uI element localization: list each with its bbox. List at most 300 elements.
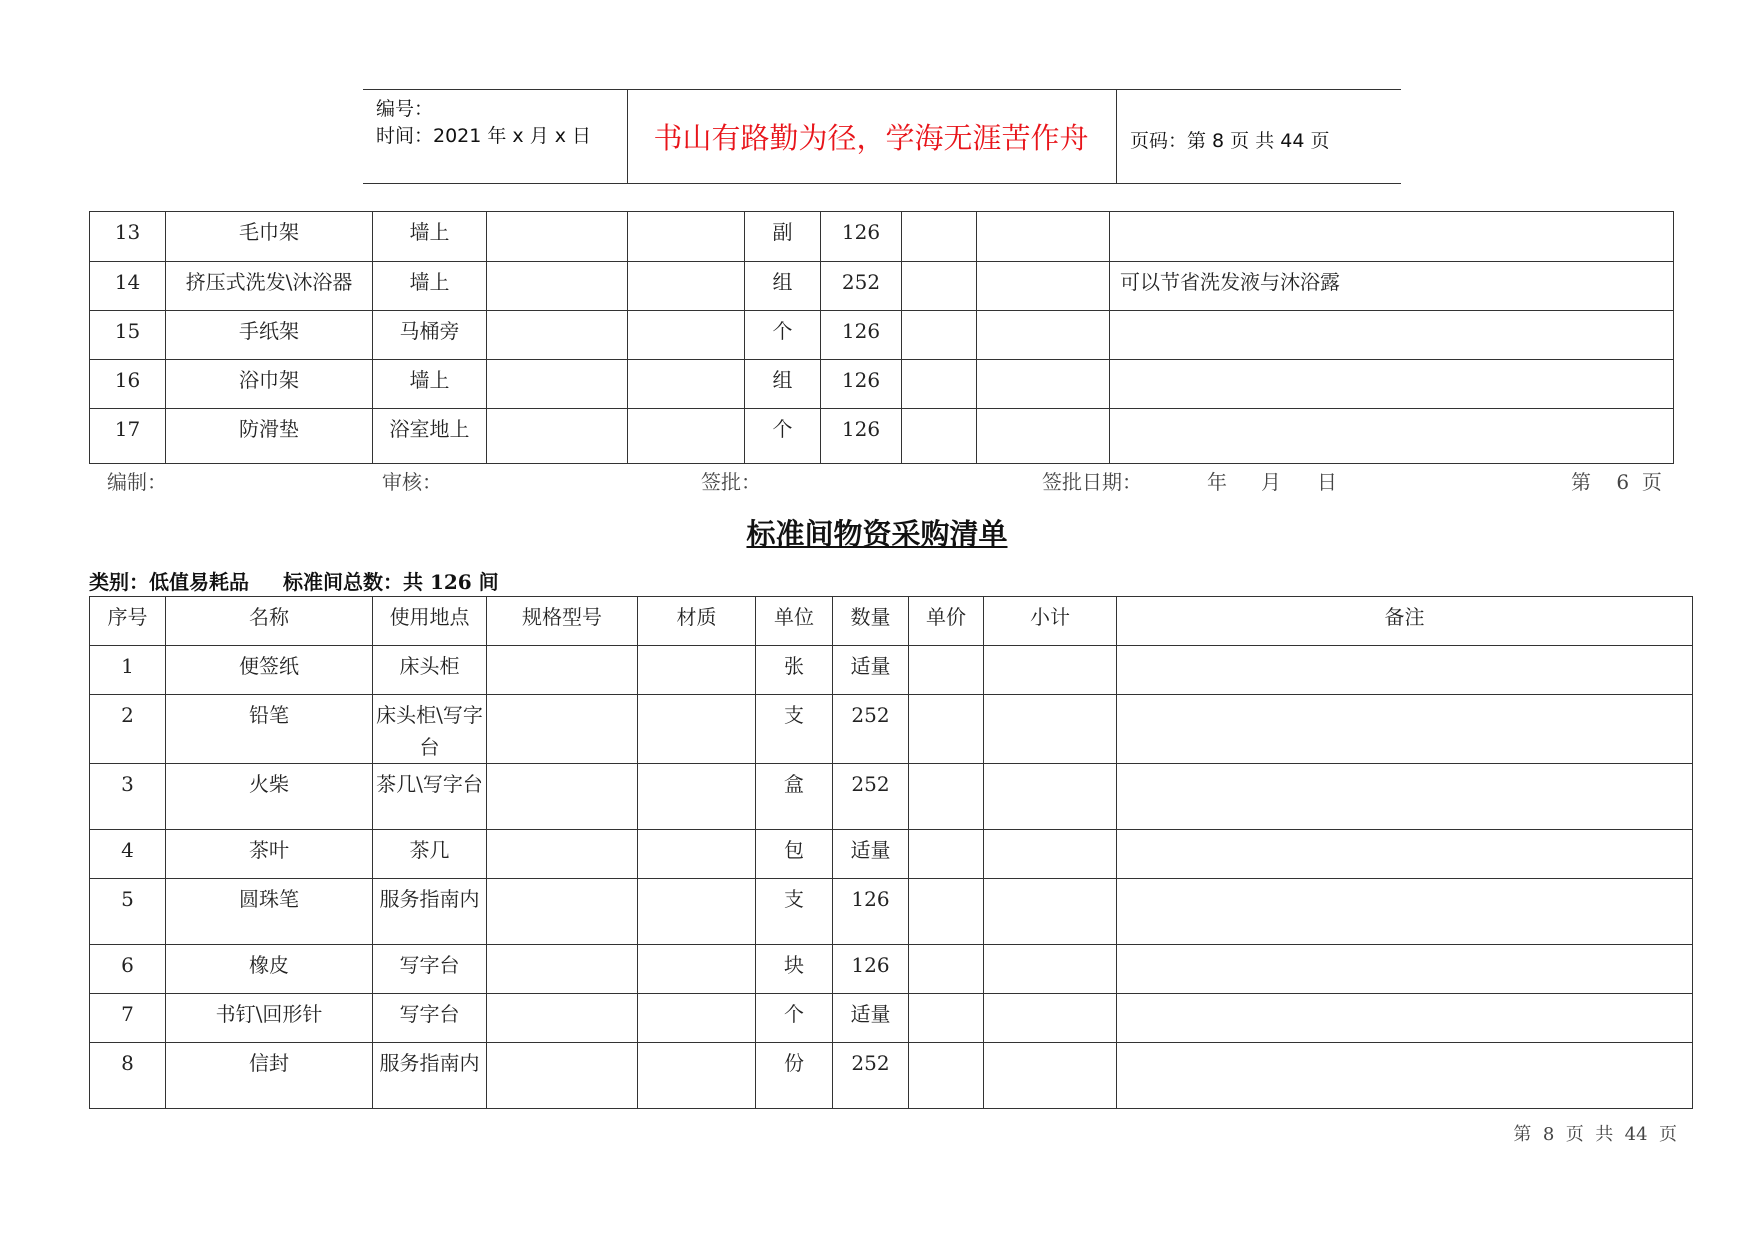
unit-price-cell <box>902 409 977 464</box>
row-number: 1 <box>121 654 134 678</box>
remarks-cell <box>1117 695 1693 764</box>
subtotal-cell <box>977 262 1110 311</box>
usage-location-cell <box>373 764 487 830</box>
remarks-cell <box>1110 212 1674 262</box>
column-header <box>833 597 909 646</box>
usage-location: 茶几 <box>409 838 450 862</box>
row-number: 8 <box>121 1051 134 1075</box>
spec-model <box>487 695 637 699</box>
column-header-label: 单位 <box>774 605 814 629</box>
row-number: 14 <box>114 270 141 294</box>
quantity: 126 <box>841 319 881 343</box>
table-row <box>90 695 1693 764</box>
usage-location: 服务指南内 <box>379 887 480 911</box>
unit: 盒 <box>784 772 804 796</box>
unit-cell <box>745 311 821 360</box>
remarks <box>1127 830 1692 834</box>
item-name-cell <box>166 830 373 879</box>
quantity-cell <box>821 360 902 409</box>
subtotal-cell <box>977 212 1110 262</box>
unit-price <box>909 994 983 998</box>
material-cell <box>628 409 745 464</box>
subtotal-cell <box>984 1043 1117 1109</box>
subtotal-cell <box>977 360 1110 409</box>
column-header <box>756 597 833 646</box>
row-number-cell <box>90 1043 166 1109</box>
column-header <box>487 597 638 646</box>
column-header-label: 材质 <box>676 605 717 629</box>
purchase-table-body <box>90 646 1693 1109</box>
table-row <box>90 262 1674 311</box>
quantity: 126 <box>851 887 890 911</box>
table-row <box>90 646 1693 695</box>
remarks <box>1127 1043 1692 1047</box>
item-name-cell <box>166 695 373 764</box>
material-cell <box>638 879 756 945</box>
row-number: 3 <box>121 772 134 796</box>
unit-price <box>909 1043 983 1047</box>
usage-location: 墙上 <box>409 220 450 244</box>
list-meta <box>89 566 533 595</box>
row-number: 16 <box>114 368 141 392</box>
quantity: 适量 <box>850 1002 891 1026</box>
subtotal <box>984 994 1116 998</box>
usage-location: 服务指南内 <box>379 1051 480 1075</box>
usage-location: 浴室地上 <box>389 417 470 441</box>
spec-model <box>487 879 637 883</box>
spec-model <box>487 764 637 768</box>
approval-date-label: 签批日期： <box>1042 470 1142 494</box>
subtotal-cell <box>984 695 1117 764</box>
subtotal <box>984 945 1116 949</box>
header-bottom-rule <box>363 183 1401 184</box>
spec-model-cell <box>487 945 638 994</box>
unit-price-cell <box>902 311 977 360</box>
usage-location: 马桶旁 <box>399 319 460 343</box>
column-header <box>638 597 756 646</box>
item-name-cell <box>166 764 373 830</box>
table-row <box>90 945 1693 994</box>
usage-location-cell <box>373 695 487 764</box>
item-name-cell <box>166 311 373 360</box>
column-header-label: 备注 <box>1384 605 1425 629</box>
remarks-cell <box>1117 945 1693 994</box>
material <box>638 764 755 768</box>
unit-price-cell <box>909 646 984 695</box>
quantity-cell <box>833 830 909 879</box>
unit-price-cell <box>909 994 984 1043</box>
row-number: 4 <box>121 838 134 862</box>
spec-model <box>487 646 637 650</box>
quantity-cell <box>833 945 909 994</box>
unit-price <box>909 695 983 699</box>
table-row <box>90 409 1674 464</box>
material <box>628 212 744 216</box>
spec-model-cell <box>487 695 638 764</box>
row-number-cell <box>90 879 166 945</box>
column-header-label: 小计 <box>1030 605 1070 629</box>
unit-price <box>909 830 983 834</box>
column-header-label: 名称 <box>249 605 289 629</box>
unit: 包 <box>784 838 804 862</box>
material <box>638 945 755 949</box>
spec-model <box>487 945 637 949</box>
spec-model <box>487 360 627 364</box>
row-number: 13 <box>114 220 141 244</box>
column-header <box>1117 597 1693 646</box>
subtotal-cell <box>984 646 1117 695</box>
row-number: 7 <box>121 1002 134 1026</box>
room-count-label: 标准间总数：共 126 间 <box>283 570 499 594</box>
unit: 张 <box>784 654 804 678</box>
material <box>638 695 755 699</box>
section-page-number: 第 6 页 <box>1571 470 1662 494</box>
quantity-cell <box>821 409 902 464</box>
unit-cell <box>745 409 821 464</box>
subtotal <box>984 830 1116 834</box>
quantity: 252 <box>851 772 890 796</box>
remarks <box>1127 994 1692 998</box>
row-number: 15 <box>114 319 141 343</box>
header-divider <box>1116 89 1117 183</box>
unit-price-cell <box>909 830 984 879</box>
unit-price-cell <box>909 695 984 764</box>
quantity-cell <box>833 1043 909 1109</box>
quantity: 126 <box>841 417 881 441</box>
row-number-cell <box>90 262 166 311</box>
subtotal-cell <box>984 764 1117 830</box>
unit-cell <box>756 945 833 994</box>
item-name-cell <box>166 879 373 945</box>
column-header <box>373 597 487 646</box>
item-name: 毛巾架 <box>239 220 299 244</box>
unit-price <box>909 879 983 883</box>
approved-by-label: 签批： <box>701 470 761 494</box>
quantity-cell <box>833 764 909 830</box>
table-row <box>90 879 1693 945</box>
subtotal-cell <box>984 879 1117 945</box>
spec-model <box>487 311 627 315</box>
usage-location: 床头柜\写字台 <box>376 703 483 759</box>
material-cell <box>628 212 745 262</box>
column-header <box>166 597 373 646</box>
remarks <box>1127 646 1692 650</box>
quantity: 252 <box>851 1051 890 1075</box>
unit-price-cell <box>909 764 984 830</box>
category-label: 类别：低值易耗品 <box>89 570 249 594</box>
unit-price <box>902 360 976 364</box>
item-name: 书钉\回形针 <box>215 1002 323 1026</box>
quantity-cell <box>833 646 909 695</box>
remarks-cell <box>1117 764 1693 830</box>
table-row <box>90 360 1674 409</box>
continued-table <box>89 211 1674 464</box>
row-number-cell <box>90 695 166 764</box>
remarks-cell <box>1117 879 1693 945</box>
spec-model <box>487 1043 637 1047</box>
reviewed-by-label: 审核： <box>382 470 442 494</box>
subtotal <box>977 360 1109 364</box>
item-name-cell <box>166 945 373 994</box>
row-number-cell <box>90 409 166 464</box>
column-header-label: 单价 <box>926 605 966 629</box>
subtotal <box>984 1043 1116 1047</box>
unit-price <box>909 646 983 650</box>
usage-location-cell <box>373 994 487 1043</box>
row-number-cell <box>90 646 166 695</box>
unit-price <box>902 311 976 315</box>
spec-model-cell <box>487 1043 638 1109</box>
remarks-cell <box>1110 311 1674 360</box>
row-number: 17 <box>114 417 141 441</box>
material-cell <box>638 945 756 994</box>
unit-price-cell <box>909 945 984 994</box>
column-header <box>909 597 984 646</box>
subtotal <box>977 212 1109 216</box>
unit-cell <box>756 1043 833 1109</box>
unit-price-cell <box>909 879 984 945</box>
usage-location-cell <box>373 646 487 695</box>
unit-price <box>909 945 983 949</box>
spec-model-cell <box>487 879 638 945</box>
remarks <box>1127 695 1692 699</box>
list-title: 标准间物资采购清单 <box>746 517 1008 551</box>
column-header <box>90 597 166 646</box>
material <box>638 994 755 998</box>
usage-location-cell <box>373 311 487 360</box>
usage-location-cell <box>373 360 487 409</box>
approval-month-label: 月 <box>1261 470 1281 494</box>
usage-location: 墙上 <box>409 270 450 294</box>
quantity: 126 <box>851 953 890 977</box>
material <box>638 1043 755 1047</box>
quantity-cell <box>821 311 902 360</box>
remarks-cell <box>1110 409 1674 464</box>
unit-cell <box>756 646 833 695</box>
remarks: 可以节省洗发液与沐浴露 <box>1120 270 1340 294</box>
column-header-label: 序号 <box>107 605 148 629</box>
unit: 个 <box>772 319 793 343</box>
material-cell <box>638 830 756 879</box>
continued-table-body <box>90 212 1674 464</box>
approval-day-label: 日 <box>1317 470 1337 494</box>
remarks <box>1120 360 1673 364</box>
usage-location: 床头柜 <box>399 654 460 678</box>
item-name: 浴巾架 <box>239 368 299 392</box>
unit-cell <box>745 360 821 409</box>
unit: 支 <box>784 887 804 911</box>
material <box>628 262 744 266</box>
unit-price-cell <box>902 360 977 409</box>
remarks-cell <box>1117 646 1693 695</box>
unit: 个 <box>772 417 793 441</box>
unit-price <box>902 409 976 413</box>
quantity: 252 <box>841 270 881 294</box>
remarks <box>1120 212 1673 216</box>
material-cell <box>638 646 756 695</box>
material <box>628 409 744 413</box>
unit-cell <box>756 764 833 830</box>
remarks-cell <box>1117 994 1693 1043</box>
table-row <box>90 764 1693 830</box>
unit-cell <box>745 262 821 311</box>
item-name: 茶叶 <box>249 838 289 862</box>
quantity: 126 <box>841 220 881 244</box>
spec-model <box>487 262 627 266</box>
table-row <box>90 311 1674 360</box>
unit-price <box>902 212 976 216</box>
spec-model <box>487 409 627 413</box>
remarks-cell <box>1117 830 1693 879</box>
row-number-cell <box>90 830 166 879</box>
subtotal-cell <box>984 994 1117 1043</box>
table-row <box>90 830 1693 879</box>
material <box>638 646 755 650</box>
row-number-cell <box>90 945 166 994</box>
page-footer: 第 8 页 共 44 页 <box>1513 1124 1677 1145</box>
column-header-label: 规格型号 <box>522 605 602 629</box>
unit-price-cell <box>902 262 977 311</box>
subtotal <box>984 695 1116 699</box>
unit-price-cell <box>902 212 977 262</box>
spec-model <box>487 830 637 834</box>
usage-location: 写字台 <box>399 1002 460 1026</box>
material <box>628 360 744 364</box>
header-row <box>90 597 1693 646</box>
item-name: 挤压式洗发\沐浴器 <box>185 270 353 294</box>
unit: 块 <box>784 953 804 977</box>
spec-model-cell <box>487 212 628 262</box>
spec-model-cell <box>487 409 628 464</box>
remarks <box>1127 945 1692 949</box>
table-row <box>90 1043 1693 1109</box>
item-name: 铅笔 <box>249 703 289 727</box>
item-name: 防滑垫 <box>239 417 299 441</box>
usage-location: 茶几\写字台 <box>376 772 483 796</box>
usage-location-cell <box>373 212 487 262</box>
row-number-cell <box>90 994 166 1043</box>
spec-model-cell <box>487 764 638 830</box>
material-cell <box>638 1043 756 1109</box>
item-name: 信封 <box>249 1051 289 1075</box>
subtotal <box>984 646 1116 650</box>
subtotal <box>977 311 1109 315</box>
unit: 支 <box>784 703 804 727</box>
remarks-cell <box>1117 1043 1693 1109</box>
item-name: 便签纸 <box>239 654 299 678</box>
material <box>628 311 744 315</box>
spec-model-cell <box>487 262 628 311</box>
quantity-cell <box>833 695 909 764</box>
item-name-cell <box>166 262 373 311</box>
usage-location-cell <box>373 830 487 879</box>
item-name-cell <box>166 1043 373 1109</box>
usage-location-cell <box>373 262 487 311</box>
spec-model <box>487 994 637 998</box>
item-name-cell <box>166 360 373 409</box>
material-cell <box>638 695 756 764</box>
usage-location-cell <box>373 879 487 945</box>
column-header <box>984 597 1117 646</box>
unit-price <box>909 764 983 768</box>
quantity-cell <box>833 879 909 945</box>
material-cell <box>638 764 756 830</box>
subtotal <box>977 262 1109 266</box>
item-name-cell <box>166 646 373 695</box>
spec-model-cell <box>487 360 628 409</box>
quantity: 126 <box>841 368 881 392</box>
material-cell <box>638 994 756 1043</box>
header-top-rule <box>363 89 1401 90</box>
quantity-cell <box>821 212 902 262</box>
approval-year-label: 年 <box>1207 470 1227 494</box>
spec-model-cell <box>487 994 638 1043</box>
quantity-cell <box>821 262 902 311</box>
table-row <box>90 994 1693 1043</box>
unit: 个 <box>784 1002 804 1026</box>
unit-price-cell <box>909 1043 984 1109</box>
unit-cell <box>756 879 833 945</box>
unit-cell <box>756 994 833 1043</box>
subtotal <box>984 764 1116 768</box>
item-name: 橡皮 <box>249 953 289 977</box>
header-motto: 书山有路勤为径，学海无涯苦作舟 <box>653 121 1089 155</box>
column-header-label: 数量 <box>850 605 891 629</box>
unit-cell <box>756 695 833 764</box>
usage-location: 写字台 <box>399 953 460 977</box>
item-name: 圆珠笔 <box>239 887 299 911</box>
unit-price <box>902 262 976 266</box>
subtotal-cell <box>977 311 1110 360</box>
remarks <box>1120 409 1673 413</box>
usage-location-cell <box>373 1043 487 1109</box>
material <box>638 830 755 834</box>
row-number-cell <box>90 764 166 830</box>
remarks <box>1127 764 1692 768</box>
remarks <box>1120 311 1673 315</box>
subtotal-cell <box>984 945 1117 994</box>
usage-location-cell <box>373 945 487 994</box>
column-header-label: 使用地点 <box>389 605 470 629</box>
usage-location: 墙上 <box>409 368 450 392</box>
spec-model-cell <box>487 311 628 360</box>
material-cell <box>628 360 745 409</box>
quantity: 252 <box>851 703 890 727</box>
material <box>638 879 755 883</box>
unit: 组 <box>772 270 793 294</box>
material-cell <box>628 262 745 311</box>
row-number: 2 <box>121 703 134 727</box>
row-number: 5 <box>121 887 134 911</box>
usage-location-cell <box>373 409 487 464</box>
table-row <box>90 212 1674 262</box>
item-name: 手纸架 <box>239 319 299 343</box>
unit: 组 <box>772 368 793 392</box>
subtotal-cell <box>984 830 1117 879</box>
row-number-cell <box>90 212 166 262</box>
unit: 副 <box>772 220 793 244</box>
quantity: 适量 <box>850 654 891 678</box>
doc-date-label: 时间：2021 年 x 月 x 日 <box>376 125 592 147</box>
spec-model-cell <box>487 646 638 695</box>
row-number-cell <box>90 360 166 409</box>
item-name-cell <box>166 212 373 262</box>
subtotal-cell <box>977 409 1110 464</box>
prepared-by-label: 编制： <box>107 470 167 494</box>
header-page-code: 页码：第 8 页 共 44 页 <box>1130 130 1330 152</box>
remarks-cell <box>1110 360 1674 409</box>
subtotal <box>977 409 1109 413</box>
